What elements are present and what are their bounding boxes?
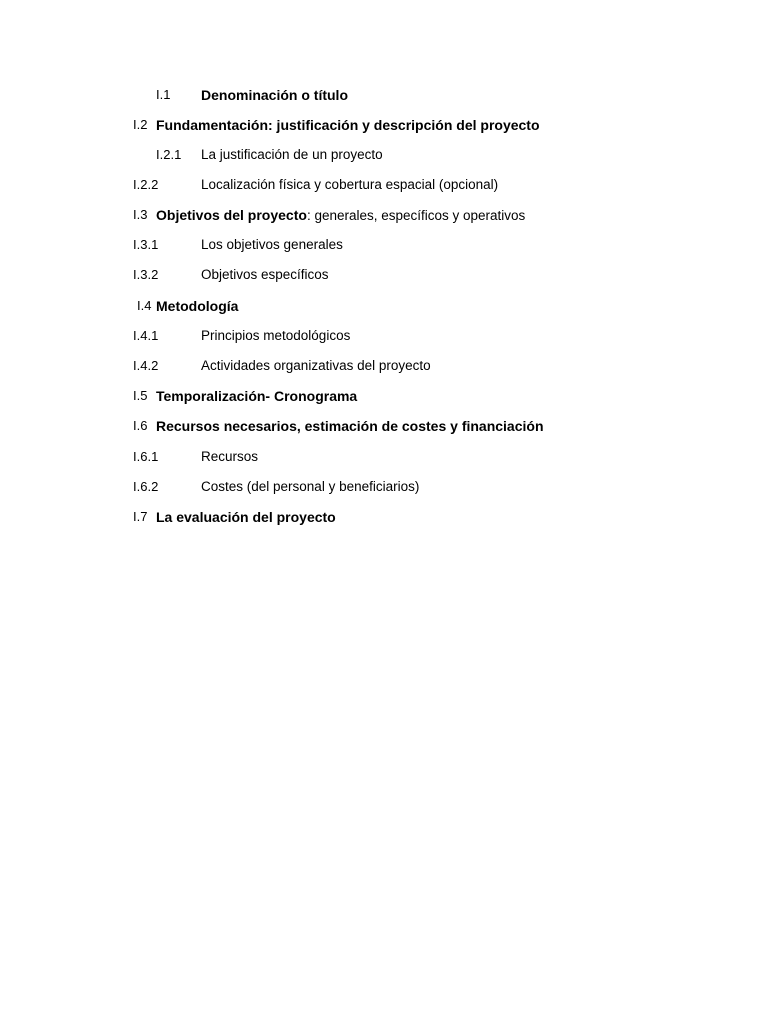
toc-number: I.3.1: [133, 237, 159, 252]
toc-number: I.4.2: [133, 358, 159, 373]
toc-title: Denominación o título: [201, 87, 348, 103]
toc-title: Fundamentación: justificación y descripción del proyecto: [156, 117, 540, 133]
toc-number: I.1: [156, 87, 171, 102]
toc-number: I.5: [133, 388, 148, 403]
toc-number: I.4: [137, 298, 152, 313]
toc-number: I.6.2: [133, 479, 159, 494]
toc-number: I.4.1: [133, 328, 159, 343]
toc-number: I.2: [133, 117, 148, 132]
toc-title: Principios metodológicos: [201, 328, 351, 343]
toc-title: Metodología: [156, 298, 239, 314]
toc-title: La justificación de un proyecto: [201, 147, 383, 162]
toc-title: Actividades organizativas del proyecto: [201, 358, 431, 373]
toc-title: Objetivos del proyecto: [156, 207, 307, 223]
toc-title-suffix: : generales, específicos y operativos: [306, 208, 526, 223]
toc-title: Temporalización- Cronograma: [156, 388, 358, 404]
toc-title: Los objetivos generales: [201, 237, 343, 252]
toc-number: I.6: [133, 418, 148, 433]
toc-number: I.3: [133, 207, 148, 222]
toc-number: I.2.2: [133, 177, 159, 192]
toc-number: I.7: [133, 509, 148, 524]
toc-number: I.2.1: [156, 147, 182, 162]
toc-title: Localización física y cobertura espacial (opcional): [201, 177, 499, 192]
toc-title-group: [156, 206, 525, 225]
toc-title: Recursos necesarios, estimación de costes y financiación: [156, 418, 544, 434]
toc-number: I.6.1: [133, 449, 159, 464]
toc-title: Costes (del personal y beneficiarios): [201, 479, 420, 494]
toc-number: I.3.2: [133, 267, 159, 282]
toc-title: Objetivos específicos: [201, 267, 329, 282]
toc-title: Recursos: [201, 449, 259, 464]
toc-title: La evaluación del proyecto: [156, 509, 336, 525]
